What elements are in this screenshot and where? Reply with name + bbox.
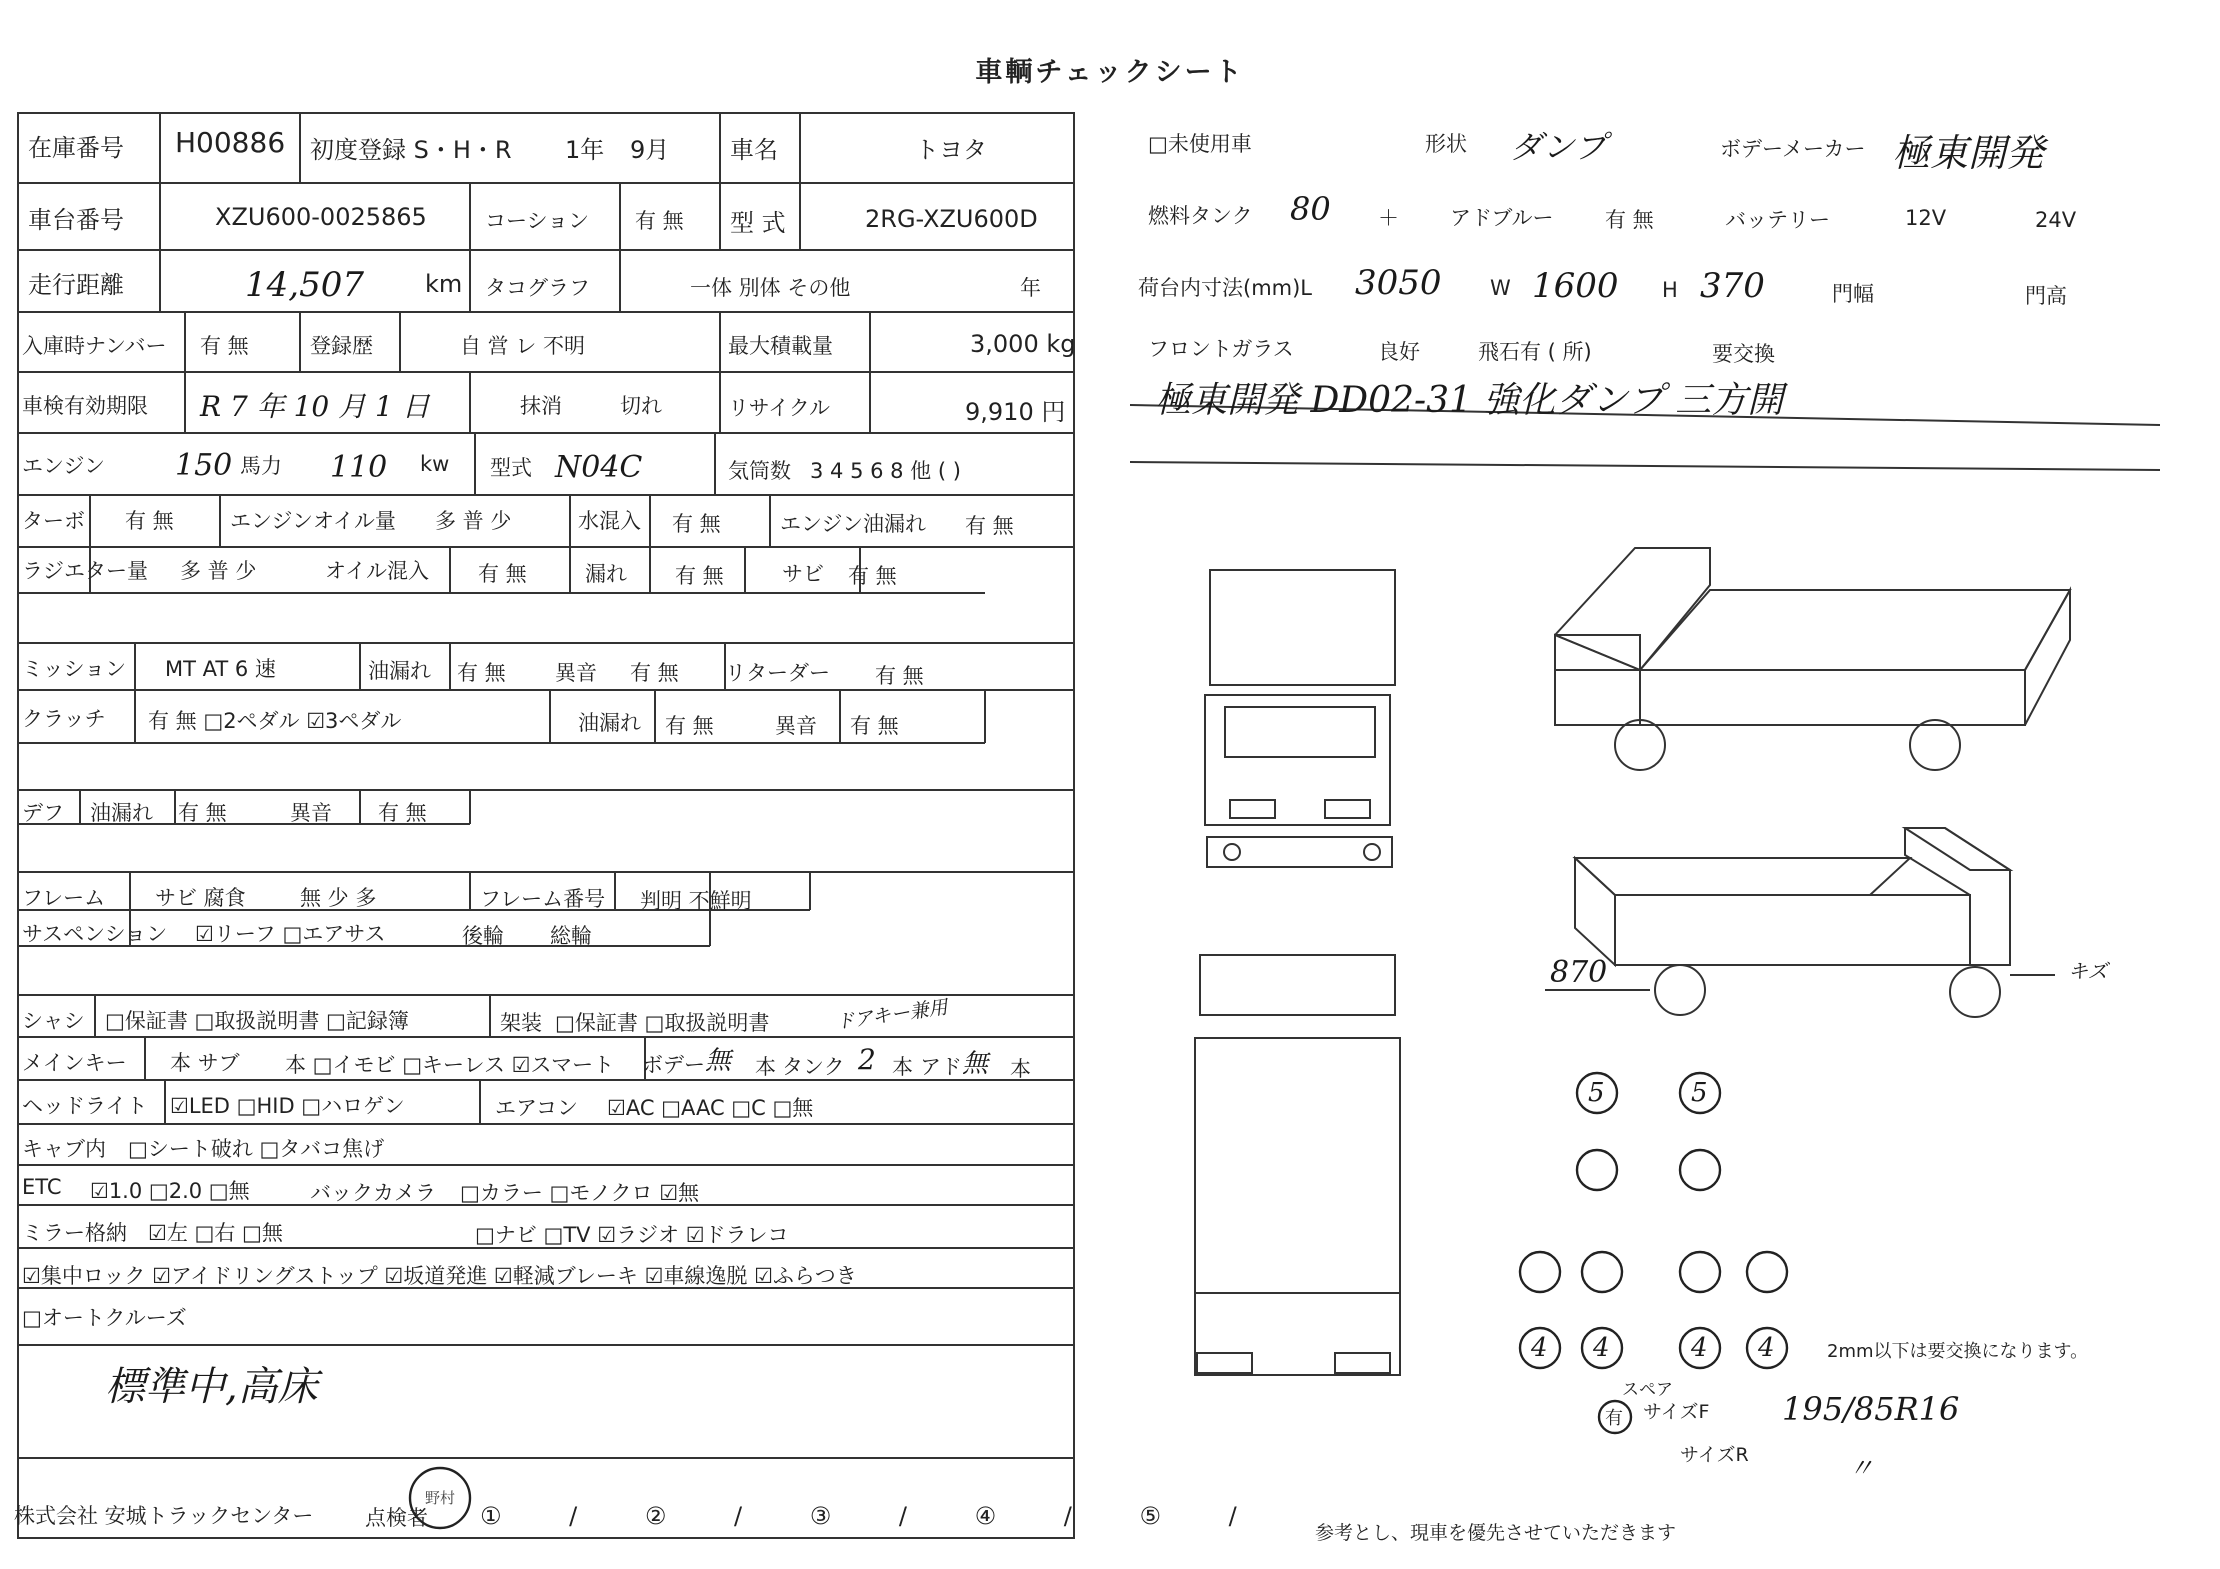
radiator-options: 多 普 少 xyxy=(180,559,257,583)
oil-leak-options: 有 無 xyxy=(965,514,1014,538)
tank-key-value: 2 xyxy=(858,1043,876,1076)
clutch-options: 有 無 □2ペダル ☑3ペダル xyxy=(148,709,402,733)
body-key-value: 無 xyxy=(705,1046,732,1076)
kasou-options: □保証書 □取扱説明書 xyxy=(555,1011,770,1035)
tacho-options: 一体 別体 その他 xyxy=(690,276,851,300)
frame-rust-label: サビ 腐食 xyxy=(155,886,246,910)
mission-noise-label: 異音 xyxy=(555,661,597,685)
frame-no-label: フレーム番号 xyxy=(480,887,606,911)
fuel-tank-label: 燃料タンク xyxy=(1148,204,1253,228)
name-value: トヨタ xyxy=(915,136,987,164)
size-rear-value: 〃 xyxy=(1848,1454,1875,1484)
bed-height-label: H xyxy=(1662,278,1678,302)
oil-amount-label: エンジンオイル量 xyxy=(230,509,396,533)
shashi-label: シャシ xyxy=(22,1009,85,1033)
shashi-options: □保証書 □取扱説明書 □記録簿 xyxy=(105,1009,409,1033)
etc-options: ☑1.0 □2.0 □無 xyxy=(90,1179,250,1203)
body-maker-value: 極東開発 xyxy=(1892,131,2045,175)
engine-type-value: N04C xyxy=(555,450,643,485)
backcam-options: □カラー □モノクロ ☑無 xyxy=(460,1181,700,1205)
suspension-rear-label: 後輪 xyxy=(462,924,504,948)
oil-leak-label: エンジン油漏れ xyxy=(780,512,926,536)
oil-amount-options: 多 普 少 xyxy=(435,509,512,533)
radiator-label: ラジエター量 xyxy=(22,559,148,583)
name-label: 車名 xyxy=(730,136,778,164)
kasou-note: ドアキー兼用 xyxy=(834,996,949,1034)
suspension-options: ☑リーフ □エアサス xyxy=(195,922,386,946)
hp-value: 150 xyxy=(175,448,233,483)
mirror-options: ☑左 □右 □無 xyxy=(148,1221,283,1245)
tire-rear-3-value: 4 xyxy=(1691,1333,1708,1363)
first-reg-year: 1年 xyxy=(565,136,605,164)
mission-noise-options: 有 無 xyxy=(630,661,679,685)
ad-key-unit: 本 xyxy=(1010,1057,1031,1081)
bed-width-label: W xyxy=(1490,276,1511,300)
turbo-label: ターボ xyxy=(22,509,85,533)
kasou-label: 架装 xyxy=(500,1011,542,1035)
first-reg-label: 初度登録 S・H・R xyxy=(310,136,512,164)
size-rear-label: サイズR xyxy=(1680,1444,1749,1466)
stock-value: H00886 xyxy=(175,126,286,159)
water-mix-label: 水混入 xyxy=(578,509,641,533)
adblue-label: アドブルー xyxy=(1450,206,1554,230)
coating-options: 有 無 xyxy=(635,209,684,233)
bed-length-value: 3050 xyxy=(1355,263,1442,303)
tire-note: 2mm以下は要交換になります。 xyxy=(1827,1341,2089,1362)
chassis-label: 車台番号 xyxy=(28,206,124,234)
frame-rust-options: 無 少 多 xyxy=(300,886,377,910)
checker-stamp: 野村 xyxy=(425,1489,456,1507)
clutch-label: クラッチ xyxy=(22,707,106,731)
mission-leak-label: 油漏れ xyxy=(368,659,431,683)
max-load-label: 最大積載量 xyxy=(728,334,833,358)
body-key-label: ボデー xyxy=(642,1053,705,1077)
hp-unit: 馬力 xyxy=(240,454,282,478)
shape-label: 形状 xyxy=(1425,132,1467,156)
oil-mix-label: オイル混入 xyxy=(325,559,429,583)
key-options: 本 □イモビ □キーレス ☑スマート xyxy=(285,1053,615,1077)
tacho-label: タコグラフ xyxy=(485,276,590,300)
company-name: 株式会社 安城トラックセンター xyxy=(14,1504,314,1528)
mirror-label: ミラー格納 xyxy=(22,1221,127,1245)
turbo-options: 有 無 xyxy=(125,509,174,533)
km-unit: km xyxy=(425,270,463,298)
gate-width-label: 門幅 xyxy=(1832,282,1874,306)
bed-dims-label: 荷台内寸法(mm)L xyxy=(1138,276,1312,300)
clutch-leak-label: 油漏れ xyxy=(578,711,641,735)
handwritten-note: 標準中,高床 xyxy=(105,1364,318,1410)
aircon-label: エアコン xyxy=(495,1096,578,1120)
plate-label: 入庫時ナンバー xyxy=(22,334,167,358)
plate-options: 有 無 xyxy=(200,334,249,358)
recycle-label: リサイクル xyxy=(728,396,831,420)
reg-history-options: 自 営 レ 不明 xyxy=(460,334,586,358)
model-value: 2RG-XZU600D xyxy=(865,205,1038,233)
stone-chip-label: 飛石有 ( 所) xyxy=(1478,340,1592,364)
battery-value: 12V xyxy=(1905,206,1947,230)
tire-rear-1-value: 4 xyxy=(1531,1333,1548,1363)
adblue-options: 有 無 xyxy=(1605,208,1654,232)
windshield-label: フロントガラス xyxy=(1148,337,1294,361)
clutch-noise-options: 有 無 xyxy=(850,714,899,738)
tacho-year-unit: 年 xyxy=(1020,276,1041,300)
check-marks: ① / ② / ③ / ④ / ⑤ / xyxy=(480,1502,1237,1530)
replace-label: 要交換 xyxy=(1712,342,1775,366)
diff-label: デフ xyxy=(22,801,64,825)
mileage-value: 14,507 xyxy=(245,265,364,305)
suspension-label: サスペンション xyxy=(22,922,168,946)
fuel-tank-value: 80 xyxy=(1290,190,1331,228)
battery-label: バッテリー xyxy=(1725,208,1830,232)
leak-label: 漏れ xyxy=(585,562,627,586)
oil-mix-options: 有 無 xyxy=(478,562,527,586)
key-sub-label: 本 サブ xyxy=(170,1051,240,1075)
retarder-options: 有 無 xyxy=(875,664,924,688)
aircon-options: ☑AC □AAC □C □無 xyxy=(607,1096,814,1120)
gate-height-label: 門高 xyxy=(2025,284,2067,308)
retarder-label: リターダー xyxy=(725,661,830,685)
body-maker-label: ボデーメーカー xyxy=(1720,137,1866,161)
kw-value: 110 xyxy=(330,450,388,485)
sheet-title: 車輌チェックシート xyxy=(975,57,1245,88)
max-load-value: 3,000 kg xyxy=(970,330,1076,358)
checker-label: 点検者 xyxy=(365,1506,428,1530)
first-reg-month: 9月 xyxy=(630,136,670,164)
inspection-value: R 7 年 10 月 1 日 xyxy=(200,390,430,423)
ad-key-label: アド xyxy=(920,1055,962,1079)
height-note: 870 xyxy=(1550,955,1608,990)
engine-type-label: 型式 xyxy=(490,456,532,480)
clutch-leak-options: 有 無 xyxy=(665,714,714,738)
main-key-label: メインキー xyxy=(22,1051,127,1075)
reg-history-label: 登録歴 xyxy=(310,334,373,358)
cruise-options: □オートクルーズ xyxy=(22,1306,187,1330)
tank-key-unit: 本 xyxy=(892,1055,913,1079)
safety-options: ☑集中ロック ☑アイドリングストップ ☑坂道発進 ☑軽減ブレーキ ☑車線逸脱 ☑ふらつき xyxy=(22,1264,857,1288)
etc-label: ETC xyxy=(22,1175,62,1199)
bed-width-value: 1600 xyxy=(1532,266,1619,306)
diff-noise-options: 有 無 xyxy=(378,801,427,825)
recycle-value: 9,910 円 xyxy=(965,398,1066,426)
model-label: 型 式 xyxy=(730,209,786,237)
mileage-label: 走行距離 xyxy=(28,271,124,299)
body-note: 極東開発 DD02-31 強化ダンプ 三方開 xyxy=(1155,380,1784,421)
stock-label: 在庫番号 xyxy=(28,134,124,162)
body-key-unit: 本 xyxy=(755,1055,776,1079)
diff-leak-label: 油漏れ xyxy=(90,801,153,825)
size-front-value: 195/85R16 xyxy=(1782,1390,1960,1428)
rust-label: サビ xyxy=(782,562,824,586)
headlight-label: ヘッドライト xyxy=(22,1094,148,1118)
diff-leak-options: 有 無 xyxy=(178,801,227,825)
expired-label: 切れ xyxy=(620,394,662,418)
cab-label: キャブ内 xyxy=(22,1137,106,1161)
tank-key-label: タンク xyxy=(782,1055,845,1079)
coating-label: コーション xyxy=(485,209,590,233)
suspension-all-label: 総輪 xyxy=(550,924,592,948)
engine-label: エンジン xyxy=(22,454,105,478)
shape-value: ダンプ xyxy=(1510,128,1607,166)
tire-front-left-value: 5 xyxy=(1588,1078,1605,1108)
backcam-label: バックカメラ xyxy=(310,1181,436,1205)
clutch-noise-label: 異音 xyxy=(775,714,817,738)
mission-label: ミッション xyxy=(22,657,127,681)
water-mix-options: 有 無 xyxy=(672,512,721,536)
mission-leak-options: 有 無 xyxy=(457,661,506,685)
ad-key-value: 無 xyxy=(962,1049,989,1079)
inspection-label: 車検有効期限 xyxy=(22,394,148,418)
tire-front-right-value: 5 xyxy=(1691,1078,1708,1108)
scratch-note: キズ xyxy=(2068,959,2108,983)
size-front-label: サイズF xyxy=(1643,1401,1710,1423)
bed-height-value: 370 xyxy=(1700,266,1765,306)
cab-options: □シート破れ □タバコ焦げ xyxy=(128,1137,385,1161)
windshield-options: 良好 xyxy=(1378,340,1420,364)
disclaimer: 参考とし、現車を優先させていただきます xyxy=(1315,1522,1677,1544)
diff-noise-label: 異音 xyxy=(290,801,332,825)
unused-vehicle-checkbox: □未使用車 xyxy=(1148,132,1252,156)
spare-label: スペア xyxy=(1622,1380,1673,1400)
nav-options: □ナビ □TV ☑ラジオ ☑ドラレコ xyxy=(475,1223,789,1247)
cylinders-label: 気筒数 xyxy=(728,459,791,483)
fuel-plus: ＋ xyxy=(1378,206,1399,230)
frame-no-options: 判明 不鮮明 xyxy=(640,889,752,913)
rust-options: 有 無 xyxy=(848,564,897,588)
kw-unit: kw xyxy=(420,452,450,476)
spare-mark: 有 xyxy=(1605,1408,1623,1429)
leak-options: 有 無 xyxy=(675,564,724,588)
battery-24v: 24V xyxy=(2035,208,2077,232)
chassis-value: XZU600-0025865 xyxy=(215,203,427,231)
tire-rear-2-value: 4 xyxy=(1593,1333,1610,1363)
tire-rear-4-value: 4 xyxy=(1758,1333,1775,1363)
mission-value: MT AT 6 速 xyxy=(165,657,276,681)
headlight-options: ☑LED □HID □ハロゲン xyxy=(170,1094,405,1118)
cylinders-options: 3 4 5 6 8 他 ( ) xyxy=(810,459,961,483)
cancel-label: 抹消 xyxy=(520,394,562,418)
frame-label: フレーム xyxy=(22,886,106,910)
